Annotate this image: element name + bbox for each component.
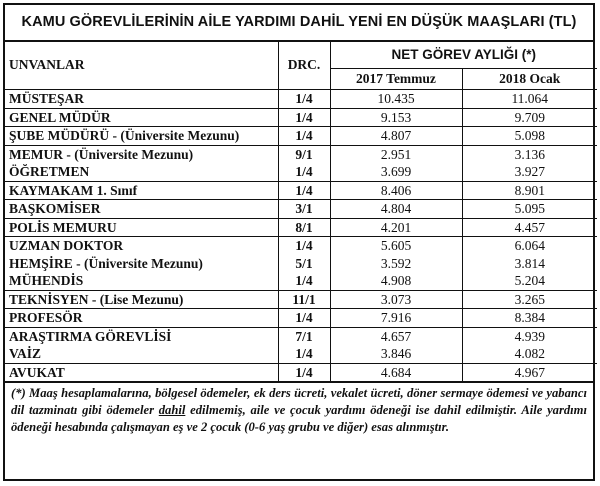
- table-row: [5, 108, 597, 127]
- row-title: POLİS MEMURU: [5, 218, 278, 237]
- footnote-text-before: (*) Maaş hesaplamalarına, bölgesel ödemeler, ek ders ücreti, vekalet ücreti, döner sermaye ödemesi ve yabancı dil tazminatı gibi ödemeler: [11, 386, 587, 417]
- row-drc: 1/4: [278, 181, 330, 200]
- table-row: [5, 345, 597, 363]
- table-row: [5, 272, 597, 290]
- footnote: [5, 381, 593, 436]
- row-title: UZMAN DOKTOR: [5, 237, 278, 255]
- row-drc: 1/4: [278, 345, 330, 363]
- table-row: [5, 255, 597, 273]
- header-unvanlar: UNVANLAR: [9, 57, 85, 72]
- row-title: ARAŞTIRMA GÖREVLİSİ: [5, 327, 278, 345]
- table-row: [5, 145, 597, 163]
- row-value-2017-temmuz: 5.605: [330, 237, 462, 255]
- row-drc: 8/1: [278, 218, 330, 237]
- row-title: VAİZ: [9, 346, 42, 361]
- header-2017-temmuz: 2017 Temmuz: [330, 69, 462, 90]
- row-drc: 3/1: [278, 200, 330, 219]
- table-row: [5, 163, 597, 181]
- row-drc: 1/4: [278, 237, 330, 255]
- row-title: HEMŞİRE - (Üniversite Mezunu): [9, 255, 203, 271]
- row-value-2018-ocak: 4.457: [462, 218, 597, 237]
- row-drc: 1/4: [278, 127, 330, 146]
- table-row: [5, 200, 597, 219]
- table-row: [5, 327, 597, 345]
- row-value-2018-ocak: 3.265: [462, 290, 597, 309]
- footnote-underlined-word: dahil: [158, 403, 186, 417]
- row-value-2018-ocak: 4.082: [462, 345, 597, 363]
- table-row: [5, 127, 597, 146]
- row-value-2017-temmuz: 3.846: [330, 345, 462, 363]
- row-title: MÜHENDİS: [9, 273, 84, 288]
- header-drc: DRC.: [278, 42, 330, 90]
- row-drc: 1/4: [278, 108, 330, 127]
- row-value-2017-temmuz: 10.435: [330, 90, 462, 109]
- row-drc: 1/4: [278, 163, 330, 181]
- row-drc: 7/1: [278, 327, 330, 345]
- footnote-text-after: edilmemiş, aile ve çocuk yardımı ödeneği ise dahil edilmiştir. Aile yardımı ödeneği hesabında çalışmayan eş ve 2 çocuk (0-6 yaş grubu ve diğer) esas alınmıştır.: [11, 403, 587, 434]
- row-value-2017-temmuz: 4.908: [330, 272, 462, 290]
- row-value-2018-ocak: 4.967: [462, 363, 597, 381]
- table-row: [5, 90, 597, 109]
- row-title: KAYMAKAM 1. Sınıf: [5, 181, 278, 200]
- row-drc: 1/4: [278, 90, 330, 109]
- document-title: KAMU GÖREVLİLERİNİN AİLE YARDIMI DAHİL YENİ EN DÜŞÜK MAAŞLARI (TL): [5, 5, 593, 42]
- row-value-2017-temmuz: 3.699: [330, 163, 462, 181]
- row-title: GENEL MÜDÜR: [5, 108, 278, 127]
- row-value-2018-ocak: 3.927: [462, 163, 597, 181]
- salary-table: [5, 42, 597, 381]
- table-row: [5, 309, 597, 328]
- row-value-2018-ocak: 5.095: [462, 200, 597, 219]
- row-value-2018-ocak: 5.204: [462, 272, 597, 290]
- row-drc: 1/4: [278, 363, 330, 381]
- row-title: PROFESÖR: [5, 309, 278, 328]
- table-row: [5, 363, 597, 381]
- row-value-2018-ocak: 8.901: [462, 181, 597, 200]
- row-value-2017-temmuz: 3.592: [330, 255, 462, 273]
- table-row: [5, 218, 597, 237]
- table-row: [5, 181, 597, 200]
- row-value-2017-temmuz: 4.804: [330, 200, 462, 219]
- row-title: ÖĞRETMEN: [9, 164, 90, 179]
- header-2018-ocak: 2018 Ocak: [462, 69, 597, 90]
- row-value-2017-temmuz: 9.153: [330, 108, 462, 127]
- row-value-2017-temmuz: 4.657: [330, 327, 462, 345]
- salary-table-body: [5, 42, 597, 381]
- row-value-2017-temmuz: 3.073: [330, 290, 462, 309]
- row-drc: 11/1: [278, 290, 330, 309]
- row-value-2018-ocak: 11.064: [462, 90, 597, 109]
- row-value-2018-ocak: 6.064: [462, 237, 597, 255]
- row-value-2017-temmuz: 7.916: [330, 309, 462, 328]
- row-title: AVUKAT: [5, 363, 278, 381]
- row-value-2018-ocak: 5.098: [462, 127, 597, 146]
- row-value-2017-temmuz: 4.807: [330, 127, 462, 146]
- header-row: [5, 42, 597, 69]
- row-drc: 9/1: [278, 145, 330, 163]
- header-net-gorev-ayligi: NET GÖREV AYLIĞI (*): [330, 42, 597, 69]
- row-title: BAŞKOMİSER: [5, 200, 278, 219]
- row-value-2017-temmuz: 4.201: [330, 218, 462, 237]
- salary-table-document: [3, 3, 595, 481]
- row-drc: 1/4: [278, 272, 330, 290]
- row-drc: 5/1: [278, 255, 330, 273]
- row-title: ŞUBE MÜDÜRÜ - (Üniversite Mezunu): [5, 127, 278, 146]
- row-drc: 1/4: [278, 309, 330, 328]
- row-title: MÜSTEŞAR: [5, 90, 278, 109]
- row-title: MEMUR - (Üniversite Mezunu): [5, 145, 278, 163]
- row-value-2018-ocak: 8.384: [462, 309, 597, 328]
- table-row: [5, 290, 597, 309]
- row-value-2018-ocak: 9.709: [462, 108, 597, 127]
- row-value-2017-temmuz: 4.684: [330, 363, 462, 381]
- row-title: TEKNİSYEN - (Lise Mezunu): [5, 290, 278, 309]
- row-value-2018-ocak: 3.814: [462, 255, 597, 273]
- table-row: [5, 237, 597, 255]
- row-value-2017-temmuz: 8.406: [330, 181, 462, 200]
- row-value-2017-temmuz: 2.951: [330, 145, 462, 163]
- row-value-2018-ocak: 3.136: [462, 145, 597, 163]
- row-value-2018-ocak: 4.939: [462, 327, 597, 345]
